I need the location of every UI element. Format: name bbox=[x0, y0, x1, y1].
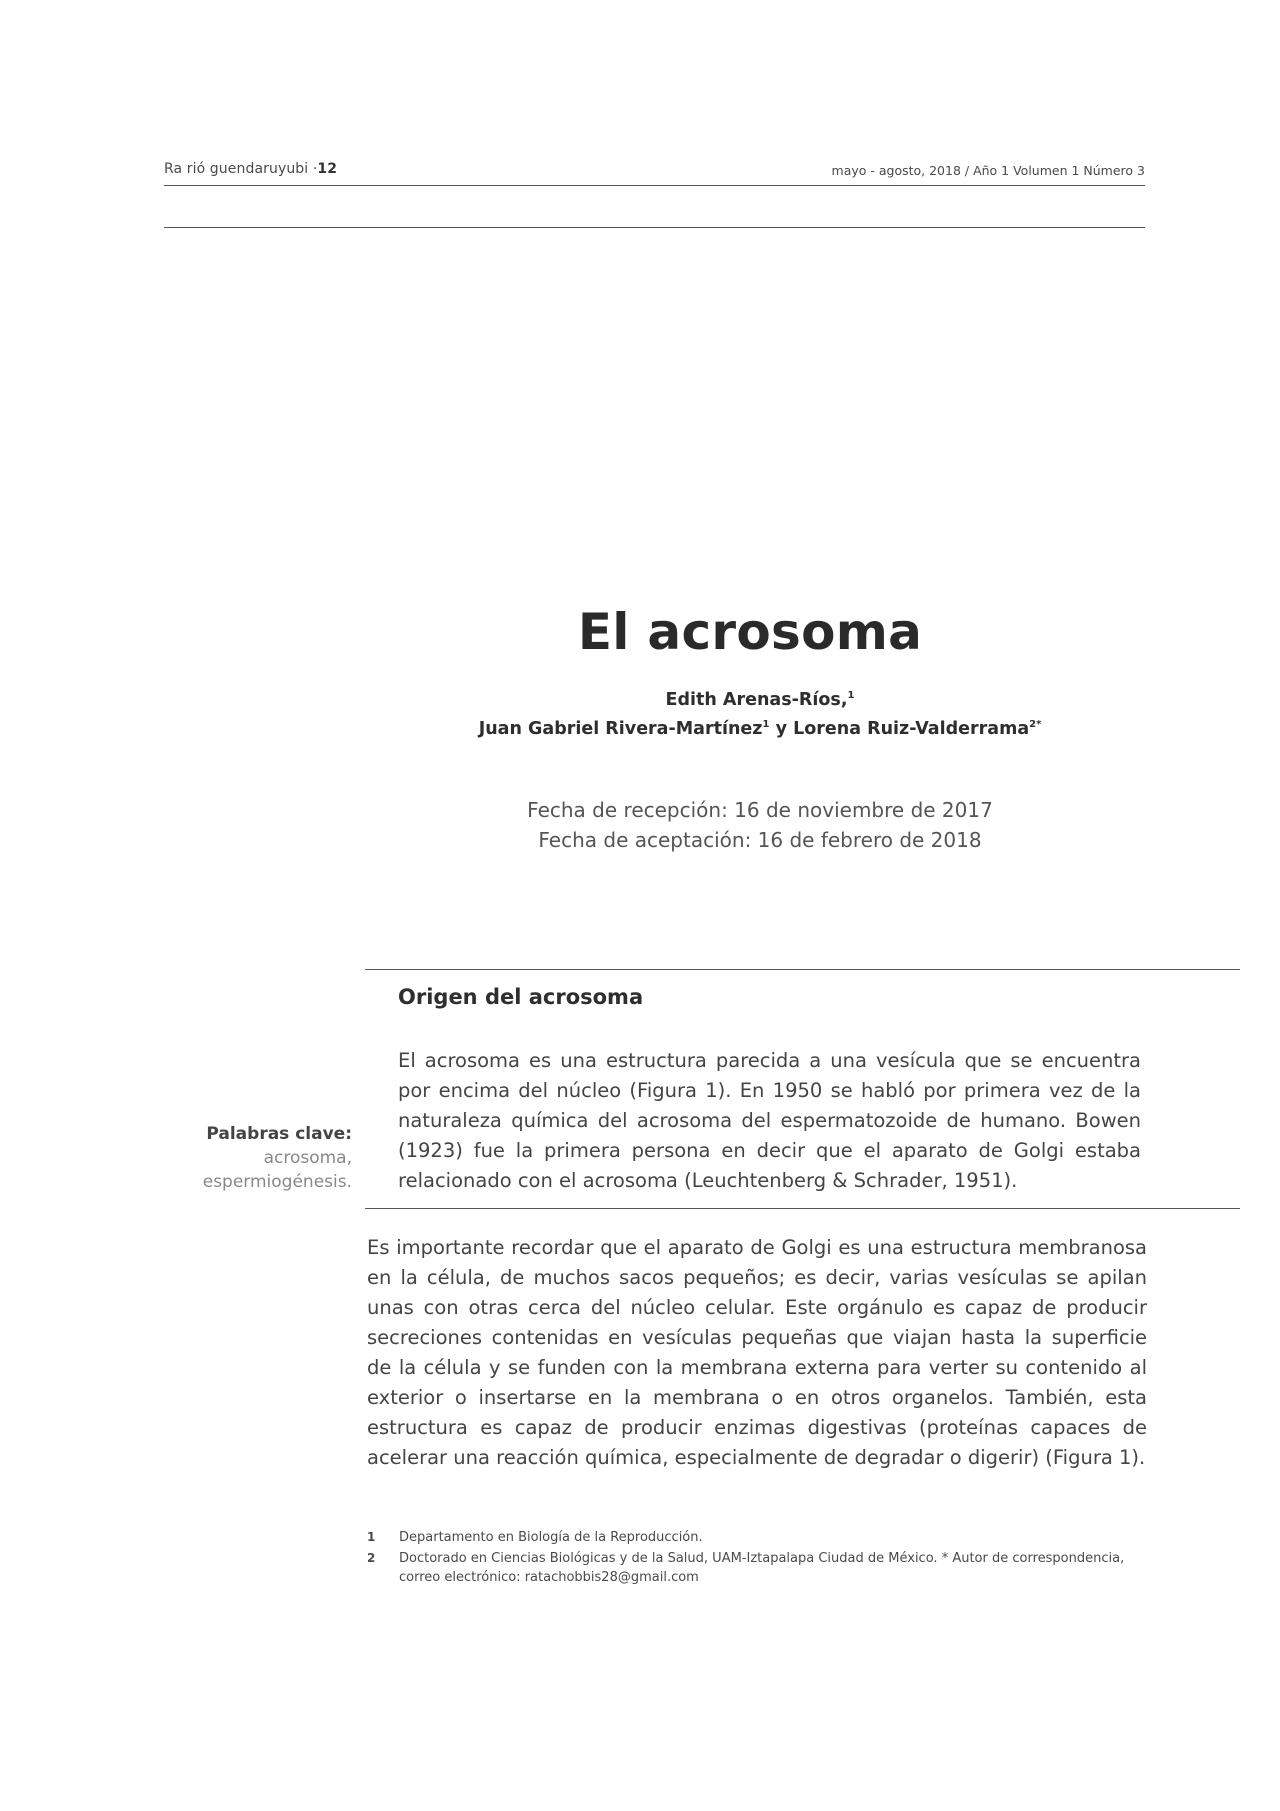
affiliation-marker: 1 bbox=[847, 690, 855, 702]
keywords bbox=[203, 1122, 352, 1194]
article-title: El acrosoma bbox=[577, 603, 923, 661]
footnote-number: 1 bbox=[367, 1530, 376, 1544]
header-rule-lower bbox=[164, 227, 1145, 228]
author-name: Lorena Ruiz-Valderrama bbox=[793, 719, 1030, 739]
abstract-rule-top bbox=[365, 969, 1240, 970]
footnote-text: Departamento en Biología de la Reproducción. bbox=[399, 1530, 703, 1545]
author-line-2 bbox=[380, 715, 1140, 744]
section-heading: Origen del acrosoma bbox=[398, 985, 644, 1009]
header-rule bbox=[164, 185, 1145, 186]
body-paragraph: Es importante recordar que el aparato de Golgi es una estructura membranosa en la célula, de muchos sacos pequeños; es decir, varias vesículas se apilan unas con otras cerca del núcleo celular. Este orgánulo es capaz de producir secreciones contenidas en vesículas pequeñas que viajan hasta la superficie de la célula y se funden con la membrana externa para verter su contenido al exterior o insertarse en la membrana o en otros organelos. También, esta estructura es capaz de producir enzimas digestivas (proteínas capaces de acelerar una reacción química, especialmente de degradar o digerir) (Figura 1). bbox=[367, 1236, 1147, 1469]
page-number: 12 bbox=[317, 161, 338, 177]
keyword: acrosoma, bbox=[263, 1148, 352, 1168]
abstract-text: El acrosoma es una estructura parecida a una vesícula que se encuentra por encima del núcleo (Figura 1). En 1950 se habló por primera vez de la naturaleza química del acrosoma del espermatozoide de humano. Bowen (1923) fue la primera persona en decir que el aparato de Golgi estaba relacionado con el acrosoma (Leuchtenberg & Schrader, 1951). bbox=[398, 1049, 1141, 1192]
author-conjunction: y bbox=[775, 719, 787, 739]
article-dates bbox=[400, 795, 1120, 855]
accepted-date: Fecha de aceptación: 16 de febrero de 2018 bbox=[538, 828, 982, 852]
issue-info: mayo - agosto, 2018 / Año 1 Volumen 1 Número 3 bbox=[831, 163, 1145, 178]
running-header-left bbox=[164, 161, 337, 177]
keywords-label: Palabras clave: bbox=[206, 1124, 352, 1144]
footnote bbox=[367, 1528, 1157, 1547]
author-line-1 bbox=[380, 686, 1140, 715]
abstract-rule-bottom bbox=[365, 1208, 1240, 1209]
affiliation-marker: 2* bbox=[1029, 719, 1042, 731]
affiliation-marker: 1 bbox=[762, 719, 770, 731]
author-list bbox=[380, 686, 1140, 744]
keyword: espermiogénesis. bbox=[202, 1172, 352, 1192]
footnote-text: Doctorado en Ciencias Biológicas y de la Salud, UAM-Iztapalapa Ciudad de México. * Autor de correspondencia, correo electrónico: ratachobbis28@gmail.com bbox=[399, 1551, 1125, 1585]
journal-name: Ra rió guendaruyubi bbox=[164, 161, 309, 177]
received-date: Fecha de recepción: 16 de noviembre de 2017 bbox=[527, 798, 993, 822]
footnotes bbox=[367, 1528, 1157, 1589]
author-name: Edith Arenas-Ríos, bbox=[665, 690, 848, 710]
author-name: Juan Gabriel Rivera-Martínez bbox=[478, 719, 763, 739]
footnote bbox=[367, 1549, 1157, 1587]
header-separator: · bbox=[312, 161, 318, 177]
footnote-number: 2 bbox=[367, 1551, 376, 1565]
